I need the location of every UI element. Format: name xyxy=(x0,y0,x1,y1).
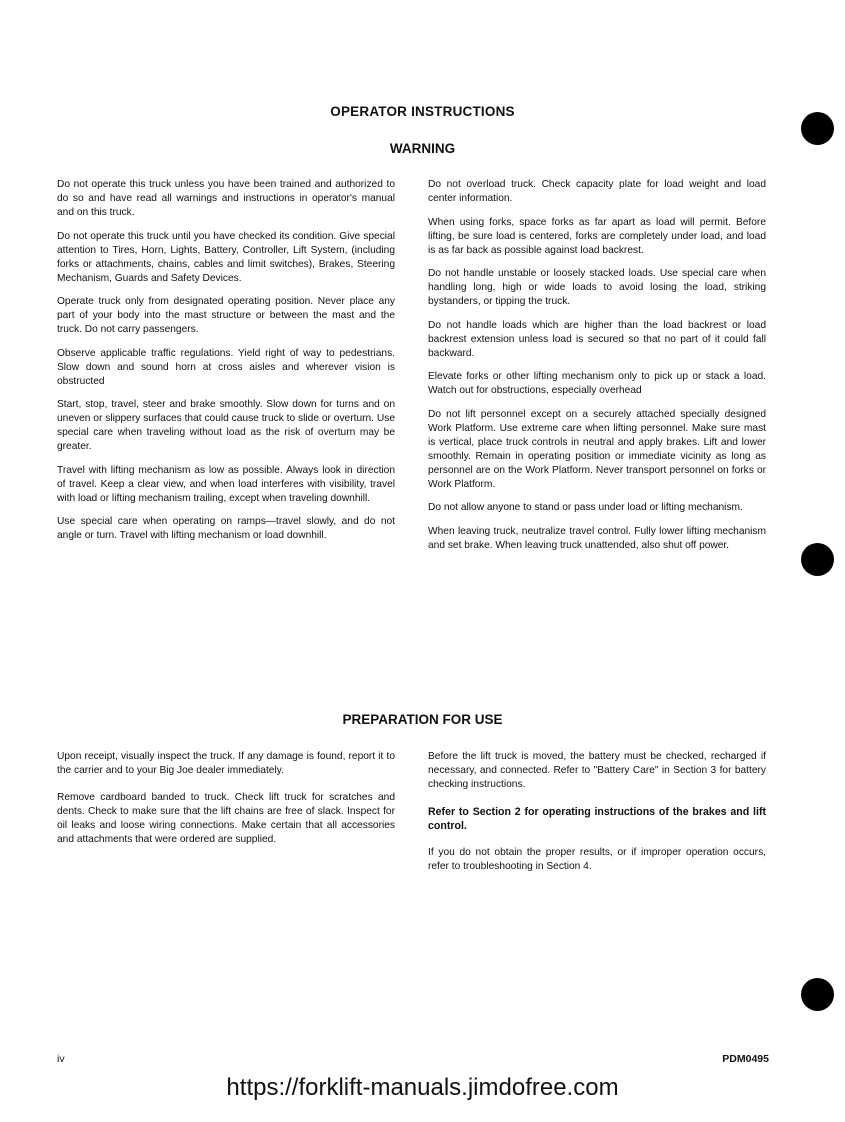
warning-heading: WARNING xyxy=(389,141,456,156)
preparation-heading: PREPARATION FOR USE xyxy=(342,712,503,727)
paragraph: When leaving truck, neutralize travel control. Fully lower lifting mechanism and set brake. When leaving truck unattended, also shut off power. xyxy=(428,525,766,551)
warning-right-column xyxy=(428,178,766,562)
paragraph: Remove cardboard banded to truck. Check lift truck for scratches and dents. Check to make sure that the lift chains are free of slack. Inspect for oil leaks and loose wiring connections. Make certain that all accessories and attachments that were ordered are supplied. xyxy=(57,792,395,845)
source-url: https://forklift-manuals.jimdofree.com xyxy=(226,1074,619,1101)
paragraph: Elevate forks or other lifting mechanism only to pick up or stack a load. Watch out for obstructions, especially overhead xyxy=(428,371,766,396)
document-code: PDM0495 xyxy=(722,1053,769,1065)
paragraph: Do not allow anyone to stand or pass under load or lifting mechanism. xyxy=(428,502,743,513)
paragraph: Operate truck only from designated operating position. Never place any part of your body into the mast structure or between the mast and the truck. Do not carry passengers. xyxy=(57,296,395,335)
prep-right-column xyxy=(428,750,766,887)
paragraph: Do not operate this truck until you have checked its condition. Give special attention to Tires, Horn, Lights, Battery, Controller, Lift System, (including forks or attachments, chains, cables and limit switches), Brakes, Steering Mechanism, Guards and Safety Devices. xyxy=(57,230,395,284)
paragraph: Travel with lifting mechanism as low as possible. Always look in direction of travel. Keep a clear view, and when load interferes with visibility, travel with load or lifting mechanism trailing, except when traveling downhill. xyxy=(57,464,395,504)
page-title: OPERATOR INSTRUCTIONS xyxy=(330,104,515,119)
prep-left-column xyxy=(57,750,395,860)
paragraph: Do not handle unstable or loosely stacked loads. Use special care when handling long, high or wide loads to avoid losing the load, striking bystanders, or tipping the truck. xyxy=(428,268,766,307)
paragraph: When using forks, space forks as far apart as load will permit. Before lifting, be sure load is centered, forks are completely under load, and load is as far back as possible against load backrest. xyxy=(428,216,766,256)
paragraph: If you do not obtain the proper results, or if improper operation occurs, refer to troubleshooting in Section 4. xyxy=(428,847,766,872)
bold-paragraph: Refer to Section 2 for operating instructions of the brakes and lift control. xyxy=(428,806,766,832)
paragraph: Upon receipt, visually inspect the truck. If any damage is found, report it to the carrier and to your Big Joe dealer immediately. xyxy=(57,751,395,776)
binder-hole-mark xyxy=(801,978,834,1011)
paragraph: Use special care when operating on ramps—travel slowly, and do not angle or turn. Travel with lifting mechanism or load downhill. xyxy=(57,516,395,541)
warning-left-column xyxy=(57,178,395,553)
paragraph: Start, stop, travel, steer and brake smoothly. Slow down for turns and on uneven or slippery surfaces that could cause truck to slide or overturn. Use special care when traveling without load as the risk of overturn may be greater. xyxy=(57,399,395,452)
paragraph: Before the lift truck is moved, the battery must be checked, recharged if necessary, and connected. Refer to "Battery Care" in Section 3 for battery checking instructions. xyxy=(428,751,766,790)
paragraph: Do not lift personnel except on a securely attached specially designed Work Platform. Use extreme care when lifting personnel. Make sure mast is vertical, place truck controls in neutral and apply brakes. Lift and lower smoothly. Remain in operating position or immediate vicinity as long as personnel are on the Work Platform. Never transport personnel on forks or Work Platform. xyxy=(428,408,766,490)
paragraph: Do not handle loads which are higher than the load backrest or load backrest extension unless load is secured so that no part of it could fall backward. xyxy=(428,319,766,359)
page-number: iv xyxy=(57,1053,65,1065)
paragraph: Do not overload truck. Check capacity plate for load weight and load center information. xyxy=(428,179,766,204)
binder-hole-mark xyxy=(801,543,834,576)
paragraph: Do not operate this truck unless you have been trained and authorized to do so and have read all warnings and instructions in operator's manual and on this truck. xyxy=(57,179,395,218)
paragraph: Observe applicable traffic regulations. Yield right of way to pedestrians. Slow down and sound horn at cross aisles and wherever vision is obstructed xyxy=(57,347,395,387)
binder-hole-mark xyxy=(801,112,834,145)
